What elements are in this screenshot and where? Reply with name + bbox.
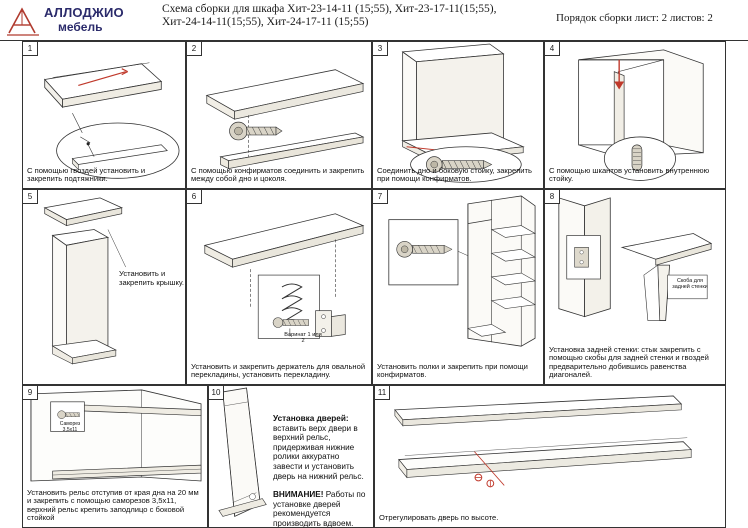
step-6-illustration	[187, 190, 371, 384]
step-cell-11	[374, 385, 726, 528]
attention-body: Работы по установке дверей рекомендуется производить вдвоем.	[273, 490, 366, 528]
brand-name: АЛЛОДЖИО	[44, 5, 124, 20]
door-install-title: Установка дверей:	[273, 414, 349, 423]
step-6-variant-label: Варинат 1 или 2	[284, 332, 322, 345]
step-caption: С помощью конфирматов соединить и закрепить между собой дно и цоколя.	[191, 165, 365, 184]
title-line-2: Хит-24-14-11(15;55), Хит-24-17-11 (15;55)	[162, 15, 369, 28]
step-number: 2	[187, 42, 202, 56]
step-number: 9	[23, 386, 38, 400]
brand-subtitle: мебель	[58, 20, 103, 34]
step-11-illustration	[375, 386, 725, 528]
step-7-illustration	[373, 190, 543, 384]
step-caption: Установить полки и закрепить при помощи конфирматов.	[377, 361, 528, 380]
step-caption: Установить и закрепить держатель для овальной перекладины, установить перекладину.	[191, 361, 366, 380]
step-caption: Установка задней стенки: стык закрепить с помощью скобы для задней стенки и гвоздей предварительно добившись равенства диагоналей.	[549, 344, 709, 380]
step-number: 10	[209, 386, 224, 400]
door-install-note	[273, 414, 369, 481]
step-cell-5	[22, 189, 186, 385]
step-caption: Установить и закрепить крышку.	[119, 269, 185, 287]
sheet-info: Порядок сборки лист: 2 листов: 2	[556, 12, 713, 24]
step-caption: Установить рельс отступив от края дна на 20 мм и закрепить с помощью саморезов 3,5х11, верхний рельс крепить заподлицо с боковой стойкой	[27, 487, 199, 523]
step-9-part-label: Саморез 3,5х11	[59, 421, 81, 433]
step-number: 6	[187, 190, 202, 204]
step-number: 5	[23, 190, 38, 204]
step-number: 11	[375, 386, 390, 400]
step-cell-3	[372, 41, 544, 189]
steps-grid	[0, 41, 748, 528]
page-header	[0, 0, 748, 41]
step-cell-9	[22, 385, 208, 528]
logo-mark-icon	[6, 6, 40, 36]
step-cell-10	[208, 385, 374, 528]
step-number: 3	[373, 42, 388, 56]
step-caption: С помощью шкантов установить внутреннюю стойку.	[549, 165, 710, 184]
step-number: 7	[373, 190, 388, 204]
attention-note	[273, 490, 369, 528]
step-caption: Отрегулировать дверь по высоте.	[379, 513, 499, 523]
page-title	[162, 3, 552, 28]
step-caption: Соединить дно и боковую стойку, закрепить при помощи конфирматов.	[377, 165, 532, 184]
step-number: 1	[23, 42, 38, 56]
step-caption: С помощью гвоздей установить и закрепить подтяжники.	[27, 165, 146, 184]
attention-title: ВНИМАНИЕ!	[273, 490, 324, 499]
step-cell-6	[186, 189, 372, 385]
step-8-part-label: Скоба для задней стенки	[672, 278, 708, 291]
title-line-1: Схема сборки для шкафа Хит-23-14-11 (15;55), Хит-23-17-11(15;55),	[162, 3, 497, 15]
step-cell-7	[372, 189, 544, 385]
step-number: 4	[545, 42, 560, 56]
step-number: 8	[545, 190, 560, 204]
step-cell-2	[186, 41, 372, 189]
door-install-body: вставить верх двери в верхний рельс, придерживая нижние ролики аккуратно завести и установить дверь на нижний рельс.	[273, 423, 364, 481]
step-cell-1	[22, 41, 186, 189]
step-cell-4	[544, 41, 726, 189]
step-cell-8	[544, 189, 726, 385]
brand-logo	[6, 4, 156, 38]
